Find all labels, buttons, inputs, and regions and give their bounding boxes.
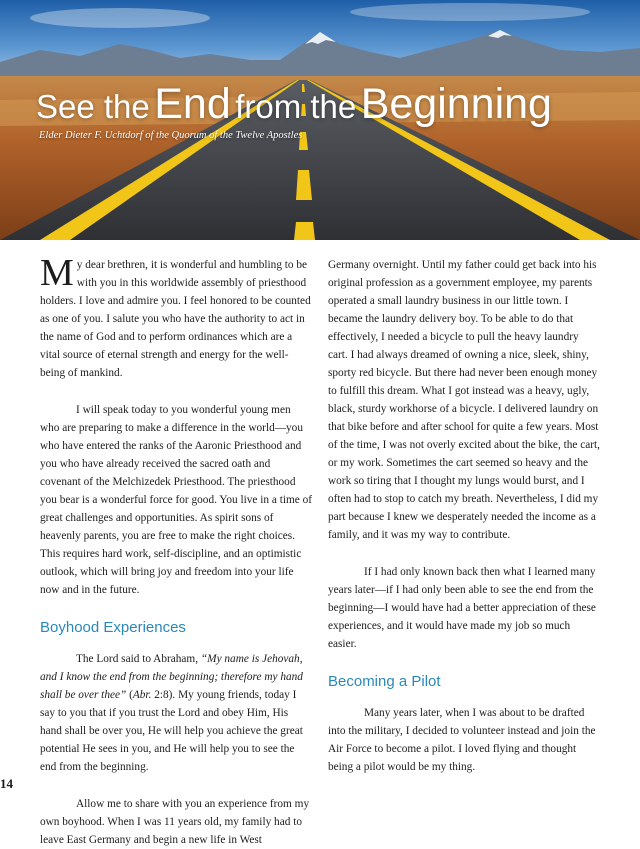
scripture-reference: Abr. (132, 689, 152, 701)
title-part: Beginning (360, 80, 552, 128)
paragraph-text: ( (126, 689, 133, 701)
intro-paragraph (40, 252, 312, 382)
paragraph: If I had only known back then what I learned many years later—if I had only been able to see the end from the beginning—I would have had a better appreciation of these experiences, and it would have made my job so much easier. (328, 566, 596, 650)
paragraph (40, 650, 312, 776)
title-part: See the (36, 88, 150, 125)
left-column (40, 252, 313, 849)
road-center-dash (294, 222, 315, 240)
cloud (350, 3, 590, 21)
article-title (36, 80, 552, 129)
section-heading-boyhood: Boyhood Experiences (40, 619, 186, 636)
right-column (328, 256, 600, 776)
paragraph: Germany overnight. Until my father could get back into his original profession as a government employee, my parents operated a small laundry business in our little town. I became the laundry delivery boy. To be able to do that effectively, I needed a bicycle to pull the heavy laundry cart. I had always dreamed of owning a nice, sleek, shiny, sporty red bicycle. But there had never been enough money to fulfill this dream. What I got instead was a heavy, ugly, black, sturdy workhorse of a bicycle. I delivered laundry on that bike before and after school for quite a few years. Most of the time, I was not overly excited about the bike, the cart, or my work. Sometimes the cart seemed so heavy and the work so tiring that I thought my lungs would burst, and I often had to stop to catch my breath. Nevertheless, I did my part because I knew we desperately needed the income as a family, and it was my way to contribute. (328, 259, 600, 541)
author-byline: Elder Dieter F. Uchtdorf of the Quorum of the Twelve Apostles (39, 130, 303, 141)
paragraph-text: y dear brethren, it is wonderful and humbling to be with you in this worldwide assembly of priesthood holders. I love and admire you. I feel honored to be counted as one of you. I salute you who have the authority to act in the name of God and to perform ordinances which are a vital source of eternal strength and energy for the well-being of mankind. (40, 259, 311, 379)
paragraph: Allow me to share with you an experience from my own boyhood. When I was 11 years old, my family had to leave East Germany and begin a new life in West (40, 798, 310, 846)
section-heading-pilot: Becoming a Pilot (328, 673, 441, 690)
title-part: End (154, 80, 231, 128)
paragraph: Many years later, when I was about to be drafted into the military, I decided to volunteer instead and join the Air Force to become a pilot. I loved flying and thought being a pilot would be my thing. (328, 707, 596, 773)
cloud (30, 8, 210, 28)
scripture-quote: “My name is Jehovah, and I know the end from the beginning; therefore my hand shall be over thee” (40, 653, 303, 701)
title-part: from the (235, 88, 357, 125)
drop-cap: M (40, 252, 74, 294)
paragraph-text: 2:8). My young friends, today I say to you that if you trust the Lord and obey Him, His hand shall be over you, He will help you achieve the great potential He sees in you, and He will help you to see the end from the beginning. (40, 689, 303, 773)
paragraph-text: The Lord said to Abraham, (76, 653, 201, 665)
paragraph: I will speak today to you wonderful young men who are preparing to make a difference in the world—you who have entered the ranks of the Aaronic Priesthood and you who have already received the sacred oath and covenant of the Melchizedek Priesthood. The priesthood you bear is a wonderful force for good. You live in a time of great challenges and opportunities. As spirit sons of heavenly parents, you are free to make the right choices. This requires hard work, self-discipline, and an optimistic outlook, which will bring joy and freedom into your life now and in the future. (40, 404, 313, 596)
page-number: 14 (0, 776, 13, 791)
